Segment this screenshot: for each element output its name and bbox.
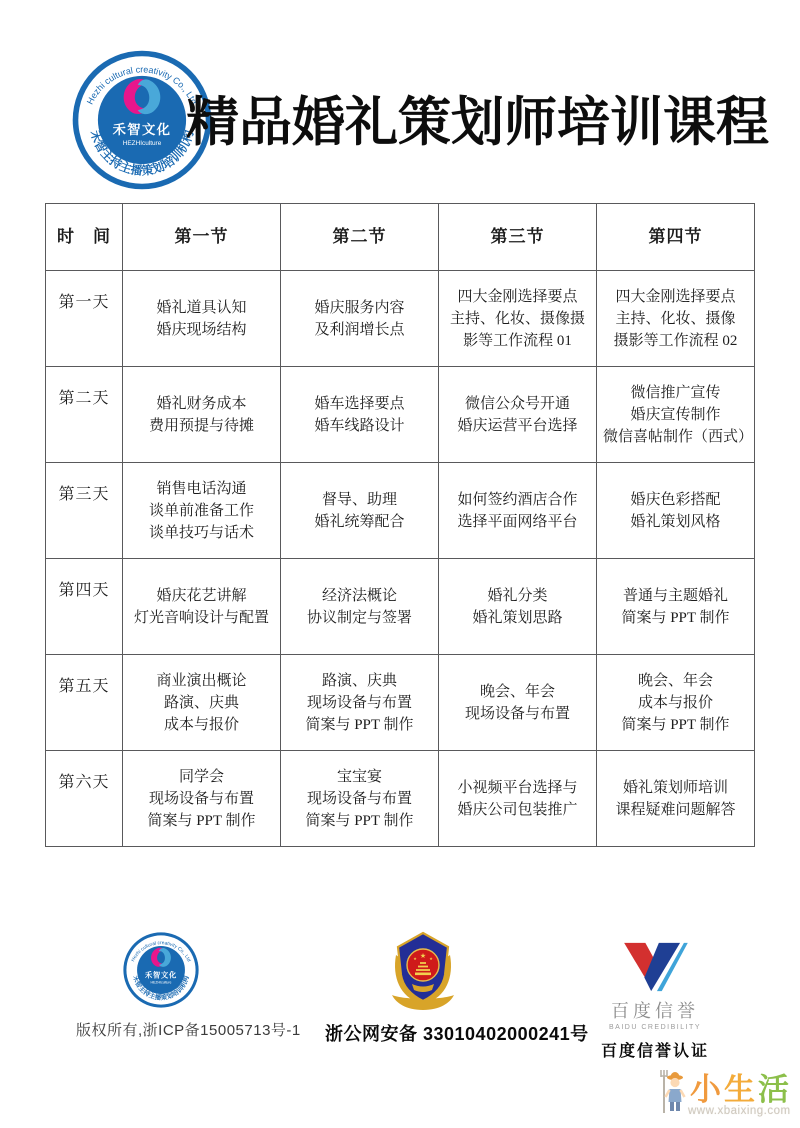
svg-text:★: ★ xyxy=(429,956,433,961)
company-logo-footer-icon xyxy=(123,932,199,1008)
table-row xyxy=(46,655,755,751)
svg-text:★: ★ xyxy=(419,952,427,960)
course-cell: 晚会、年会 现场设备与布置 xyxy=(439,655,597,751)
column-header: 第一节 xyxy=(123,204,281,271)
watermark-brand-char: 生 xyxy=(724,1072,758,1107)
course-cell: 婚礼策划师培训 课程疑难问题解答 xyxy=(597,751,755,847)
course-cell: 销售电话沟通 谈单前准备工作 谈单技巧与话术 xyxy=(123,463,281,559)
course-cell: 婚车选择要点 婚车线路设计 xyxy=(281,367,439,463)
course-cell: 路演、庆典 现场设备与布置 简案与 PPT 制作 xyxy=(281,655,439,751)
day-label: 第四天 xyxy=(46,559,123,655)
course-table-body xyxy=(46,271,755,847)
course-cell: 微信公众号开通 婚庆运营平台选择 xyxy=(439,367,597,463)
watermark-brand-char: 活 xyxy=(758,1072,792,1107)
course-cell: 经济法概论 协议制定与签署 xyxy=(281,559,439,655)
day-label: 第五天 xyxy=(46,655,123,751)
course-cell: 微信推广宣传 婚庆宣传制作 微信喜帖制作（西式） xyxy=(597,367,755,463)
course-cell: 宝宝宴 现场设备与布置 简案与 PPT 制作 xyxy=(281,751,439,847)
svg-text:★: ★ xyxy=(413,956,417,961)
table-row xyxy=(46,271,755,367)
table-row xyxy=(46,559,755,655)
course-cell: 普通与主题婚礼 简案与 PPT 制作 xyxy=(597,559,755,655)
column-header: 第四节 xyxy=(597,204,755,271)
course-cell: 婚庆色彩搭配 婚礼策划风格 xyxy=(597,463,755,559)
baidu-credibility-block xyxy=(592,941,718,1061)
course-cell: 婚庆服务内容 及利润增长点 xyxy=(281,271,439,367)
site-watermark xyxy=(658,1062,796,1122)
course-cell: 婚庆花艺讲解 灯光音响设计与配置 xyxy=(123,559,281,655)
course-cell: 婚礼分类 婚礼策划思路 xyxy=(439,559,597,655)
baidu-credibility-label: 百度信誉 xyxy=(611,1001,699,1021)
table-row xyxy=(46,367,755,463)
course-table xyxy=(45,203,755,847)
page-title: 精品婚礼策划师培训课程 xyxy=(186,94,769,152)
baidu-cert-text: 百度信誉认证 xyxy=(600,1043,709,1060)
course-cell: 四大金刚选择要点 主持、化妆、摄像 摄影等工作流程 02 xyxy=(597,271,755,367)
police-badge-icon xyxy=(388,927,458,1012)
baidu-credibility-icon xyxy=(620,941,690,995)
day-label: 第三天 xyxy=(46,463,123,559)
course-cell: 同学会 现场设备与布置 简案与 PPT 制作 xyxy=(123,751,281,847)
course-cell: 四大金刚选择要点 主持、化妆、摄像摄 影等工作流程 01 xyxy=(439,271,597,367)
watermark-brand xyxy=(690,1064,792,1109)
course-cell: 小视频平台选择与 婚庆公司包装推广 xyxy=(439,751,597,847)
course-cell: 商业演出概论 路演、庆典 成本与报价 xyxy=(123,655,281,751)
watermark-brand-char: 小 xyxy=(690,1072,724,1107)
table-row xyxy=(46,751,755,847)
watermark-url: www.xbaixing.com xyxy=(688,1105,791,1117)
baidu-credibility-label-en: BAIDU CREDIBILITY xyxy=(608,1024,701,1031)
table-row xyxy=(46,463,755,559)
course-cell: 如何签约酒店合作 选择平面网络平台 xyxy=(439,463,597,559)
day-label: 第六天 xyxy=(46,751,123,847)
course-cell: 督导、助理 婚礼统筹配合 xyxy=(281,463,439,559)
icp-copyright-text: 版权所有,浙ICP备15005713号-1 xyxy=(76,1022,301,1039)
column-header: 时 间 xyxy=(46,204,123,271)
farmer-mascot-icon xyxy=(658,1066,688,1116)
course-cell: 婚礼道具认知 婚庆现场结构 xyxy=(123,271,281,367)
column-header: 第三节 xyxy=(439,204,597,271)
course-cell: 婚礼财务成本 费用预提与待摊 xyxy=(123,367,281,463)
course-cell: 晚会、年会 成本与报价 简案与 PPT 制作 xyxy=(597,655,755,751)
table-header-row xyxy=(46,204,755,271)
police-record-text: 浙公网安备 33010402000241号 xyxy=(325,1024,589,1044)
column-header: 第二节 xyxy=(281,204,439,271)
day-label: 第二天 xyxy=(46,367,123,463)
day-label: 第一天 xyxy=(46,271,123,367)
